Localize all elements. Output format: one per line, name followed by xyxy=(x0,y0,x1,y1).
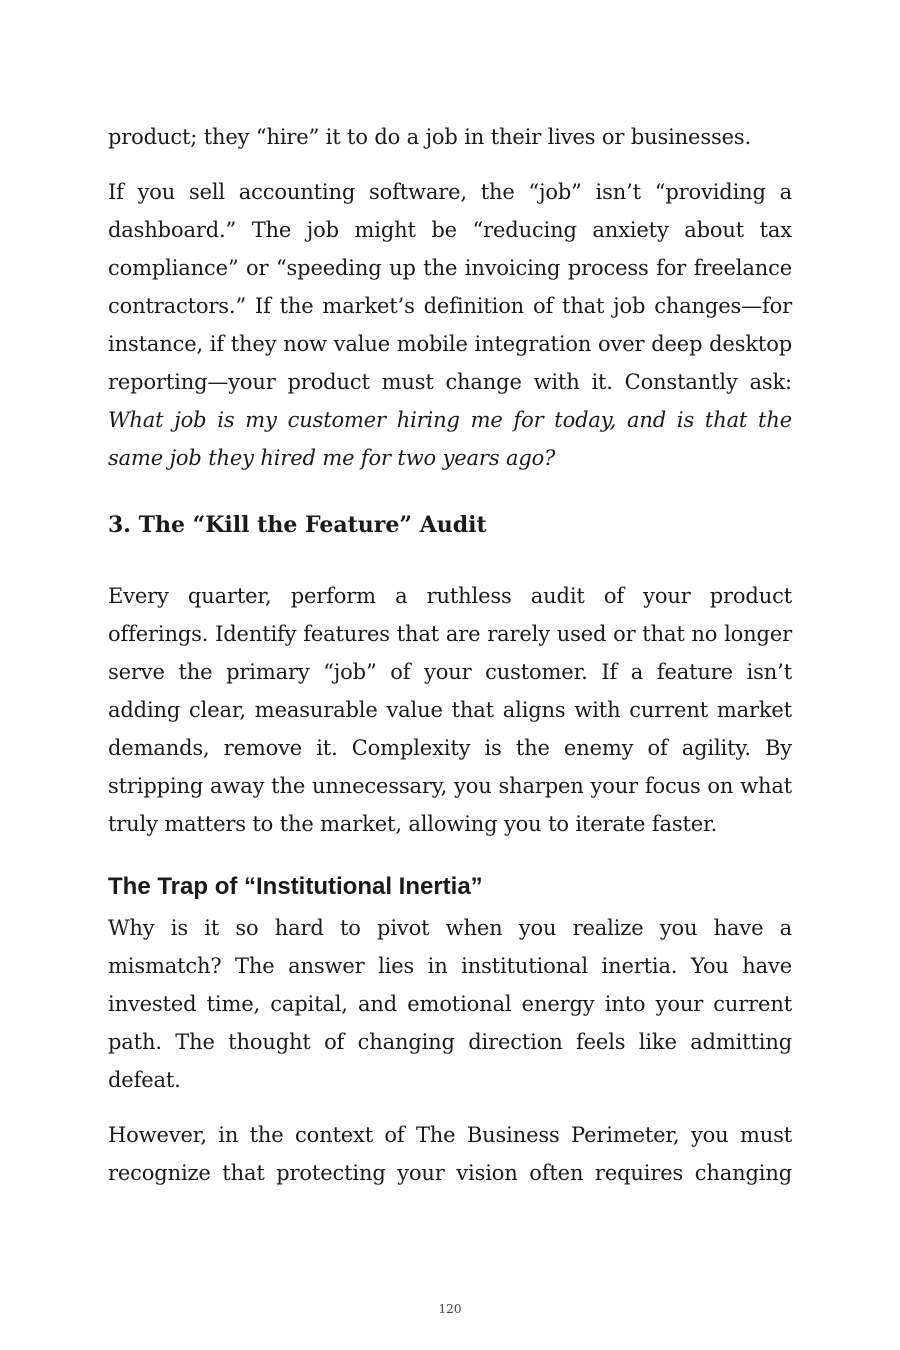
heading-institutional-inertia: The Trap of “Institutional Inertia” xyxy=(108,873,483,900)
paragraph-job-hire: product; they “hire” it to do a job in their lives or businesses. xyxy=(108,125,752,149)
paragraph-accounting-software-text: If you sell accounting software, the “job” isn’t “providing a dashboard.” The job might be “reducing anxiety about tax compliance” or “speeding up the invoicing process for freelance contractors.” If the market’s definition of that job changes—for instance, if they now value mobile integration over deep desktop reporting—your product must change with it. Constantly ask: xyxy=(108,180,792,394)
page-number: 120 xyxy=(438,1302,462,1316)
document-page xyxy=(108,118,792,1192)
paragraph-quarterly-audit: Every quarter, perform a ruthless audit of your product offerings. Identify features that are rarely used or that no longer serve the primary “job” of your customer. If a feature isn’t adding clear, measurable value that aligns with current market demands, remove it. Complexity is the enemy of agility. By stripping away the unnecessary, you sharpen your focus on what truly matters to the market, allowing you to iterate faster. xyxy=(108,584,792,836)
heading-kill-the-feature-audit: 3. The “Kill the Feature” Audit xyxy=(108,512,487,538)
paragraph-accounting-software-question: What job is my customer hiring me for today, and is that the same job they hired me for two years ago? xyxy=(108,408,792,470)
paragraph-accounting-software xyxy=(108,173,792,477)
paragraph-why-hard-to-pivot: Why is it so hard to pivot when you realize you have a mismatch? The answer lies in institutional inertia. You have invested time, capital, and emotional energy into your current path. The thought of changing direction feels like admitting defeat. xyxy=(108,916,792,1092)
paragraph-business-perimeter: However, in the context of The Business Perimeter, you must recognize that protecting your vision often requires changing xyxy=(108,1123,792,1185)
